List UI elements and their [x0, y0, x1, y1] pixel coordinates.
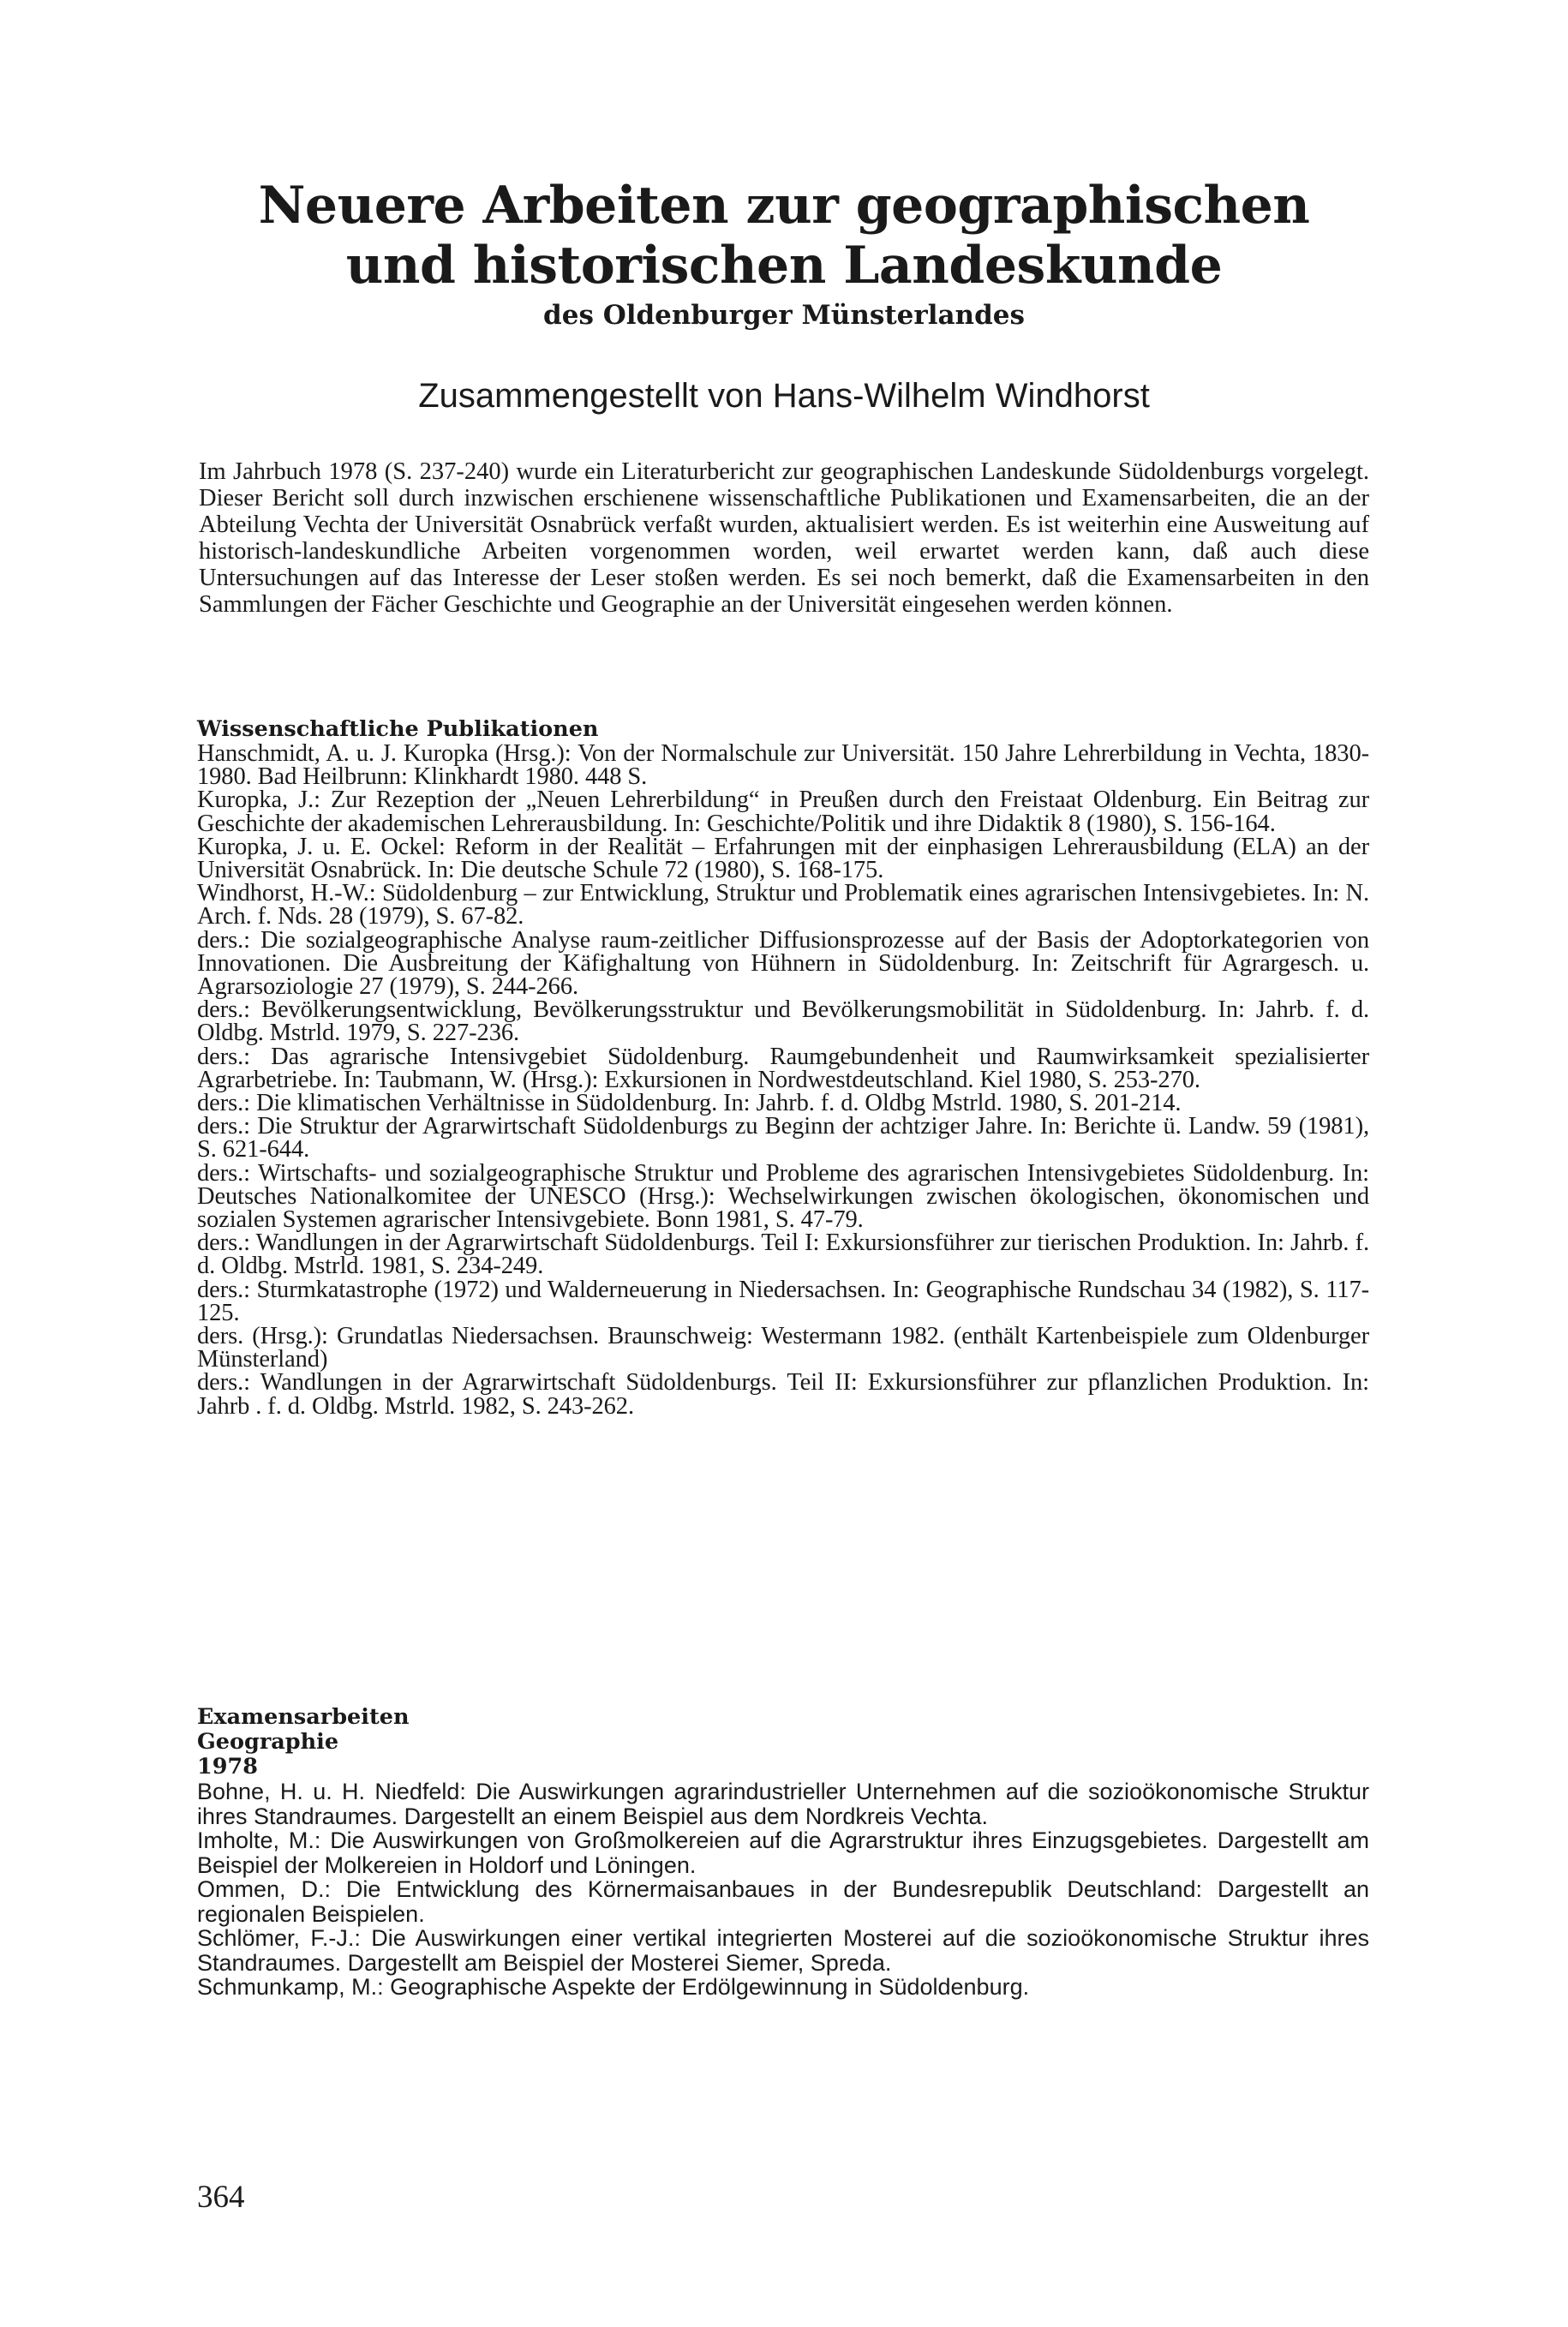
exams-year: 1978	[197, 1754, 258, 1780]
compiler-line: Zusammengestellt von Hans-Wilhelm Windhorst	[418, 377, 1150, 415]
exams-section	[197, 1705, 1369, 2000]
publication-entry: ders.: Sturmkatastrophe (1972) und Walderneuerung in Niedersachsen. In: Geographische Rundschau 34 (1982), S. 117-125.	[197, 1276, 1369, 1326]
page-title	[197, 176, 1371, 296]
publication-entry: ders.: Wandlungen in der Agrarwirtschaft Südoldenburgs. Teil I: Exkursionsführer zur tierischen Produktion. In: Jahrb. f. d. Oldbg. Mstrld. 1981, S. 234-249.	[197, 1229, 1369, 1280]
exam-entry: Schmunkamp, M.: Geographische Aspekte der Erdölgewinnung in Südoldenburg.	[197, 1974, 1030, 2000]
publication-entry: ders.: Wirtschafts- und sozialgeographische Struktur und Probleme des agrarischen Intensivgebietes Südoldenburg. In: Deutsches Nationalkomitee der UNESCO (Hrsg.): Wechselwirkungen zwischen ökologischen, ökonomischen und sozialen Systemen agrarischer Intensivgebiete. Bonn 1981, S. 47-79.	[197, 1159, 1369, 1234]
publication-entry: ders.: Die Struktur der Agrarwirtschaft Südoldenburgs zu Beginn der achtziger Jahre. In: Berichte ü. Landw. 59 (1981), S. 621-644.	[197, 1113, 1369, 1164]
title-line-2: und historischen Landeskunde	[345, 236, 1223, 296]
publication-entry: Hanschmidt, A. u. J. Kuropka (Hrsg.): Von der Normalschule zur Universität. 150 Jahre Lehrerbildung in Vechta, 1830-1980. Bad Heilbrunn: Klinkhardt 1980. 448 S.	[197, 740, 1369, 791]
publication-entry: ders.: Die klimatischen Verhältnisse in Südoldenburg. In: Jahrb. f. d. Oldbg Mstrld. 1980, S. 201-214.	[197, 1090, 1182, 1117]
publication-entry: ders.: Bevölkerungsentwicklung, Bevölkerungsstruktur und Bevölkerungsmobilität in Südoldenburg. In: Jahrb. f. d. Oldbg. Mstrld. 1979, S. 227-236.	[197, 996, 1369, 1047]
page-subtitle: des Oldenburger Münsterlandes	[543, 300, 1025, 331]
exam-entry: Schlömer, F.-J.: Die Auswirkungen einer vertikal integrierten Mosterei auf die sozioökonomische Struktur ihres Standraumes. Dargestellt am Beispiel der Mosterei Siemer, Spreda.	[197, 1925, 1369, 1976]
publications-section	[197, 717, 1369, 1418]
exam-entry: Imholte, M.: Die Auswirkungen von Großmolkereien auf die Agrarstruktur ihres Einzugsgebietes. Dargestellt am Beispiel der Molkereien in Holdorf und Löningen.	[197, 1828, 1369, 1878]
intro-paragraph: Im Jahrbuch 1978 (S. 237-240) wurde ein Literaturbericht zur geographischen Landeskunde Südoldenburgs vorgelegt. Dieser Bericht soll durch inzwischen erschienene wissenschaftliche Publikationen und Examensarbeiten, die an der Abteilung Vechta der Universität Osnabrück verfaßt wurden, aktualisiert werden. Es ist weiterhin eine Ausweitung auf historisch-landeskundliche Arbeiten vorgenommen worden, weil erwartet werden kann, daß auch diese Untersuchungen auf das Interesse der Leser stoßen werden. Es sei noch bemerkt, daß die Examensarbeiten in den Sammlungen der Fächer Geschichte und Geographie an der Universität eingesehen werden können.	[199, 458, 1369, 618]
exams-subheading: Geographie	[197, 1729, 339, 1755]
publications-heading: Wissenschaftliche Publikationen	[197, 716, 599, 742]
publication-entry: ders.: Wandlungen in der Agrarwirtschaft Südoldenburgs. Teil II: Exkursionsführer zur pflanzlichen Produktion. In: Jahrb . f. d. Oldbg. Mstrld. 1982, S. 243-262.	[197, 1369, 1369, 1420]
exam-entry: Ommen, D.: Die Entwicklung des Körnermaisanbaues in der Bundesrepublik Deutschland: Dargestellt an regionalen Beispielen.	[197, 1876, 1369, 1927]
publication-entry: ders. (Hrsg.): Grundatlas Niedersachsen. Braunschweig: Westermann 1982. (enthält Kartenbeispiele zum Oldenburger Münsterland)	[197, 1323, 1369, 1373]
publication-entry: ders.: Das agrarische Intensivgebiet Südoldenburg. Raumgebundenheit und Raumwirksamkeit spezialisierter Agrarbetriebe. In: Taubmann, W. (Hrsg.): Exkursionen in Nordwestdeutschland. Kiel 1980, S. 253-270.	[197, 1043, 1369, 1093]
exam-entry: Bohne, H. u. H. Niedfeld: Die Auswirkungen agrarindustrieller Unternehmen auf die sozioökonomische Struktur ihres Standraumes. Dargestellt an einem Beispiel aus dem Nordkreis Vechta.	[197, 1779, 1369, 1829]
publication-entry: Kuropka, J. u. E. Ockel: Reform in der Realität – Erfahrungen mit der einphasigen Lehrerausbildung (ELA) an der Universität Osnabrück. In: Die deutsche Schule 72 (1980), S. 168-175.	[197, 833, 1369, 884]
publication-entry: Windhorst, H.-W.: Südoldenburg – zur Entwicklung, Struktur und Problematik eines agrarischen Intensivgebietes. In: N. Arch. f. Nds. 28 (1979), S. 67-82.	[197, 880, 1369, 930]
page-number: 364	[197, 2180, 245, 2215]
publication-entry: ders.: Die sozialgeographische Analyse raum-zeitlicher Diffusionsprozesse auf der Basis der Adoptorkategorien von Innovationen. Die Ausbreitung der Käfighaltung von Hühnern in Südoldenburg. In: Zeitschrift für Agrargesch. u. Agrarsoziologie 27 (1979), S. 244-266.	[197, 926, 1369, 1001]
title-line-1: Neuere Arbeiten zur geographischen	[258, 176, 1310, 236]
publication-entry: Kuropka, J.: Zur Rezeption der „Neuen Lehrerbildung“ in Preußen durch den Freistaat Oldenburg. Ein Beitrag zur Geschichte der akademischen Lehrerausbildung. In: Geschichte/Politik und ihre Didaktik 8 (1980), S. 156-164.	[197, 787, 1369, 837]
exams-heading: Examensarbeiten	[197, 1704, 410, 1730]
